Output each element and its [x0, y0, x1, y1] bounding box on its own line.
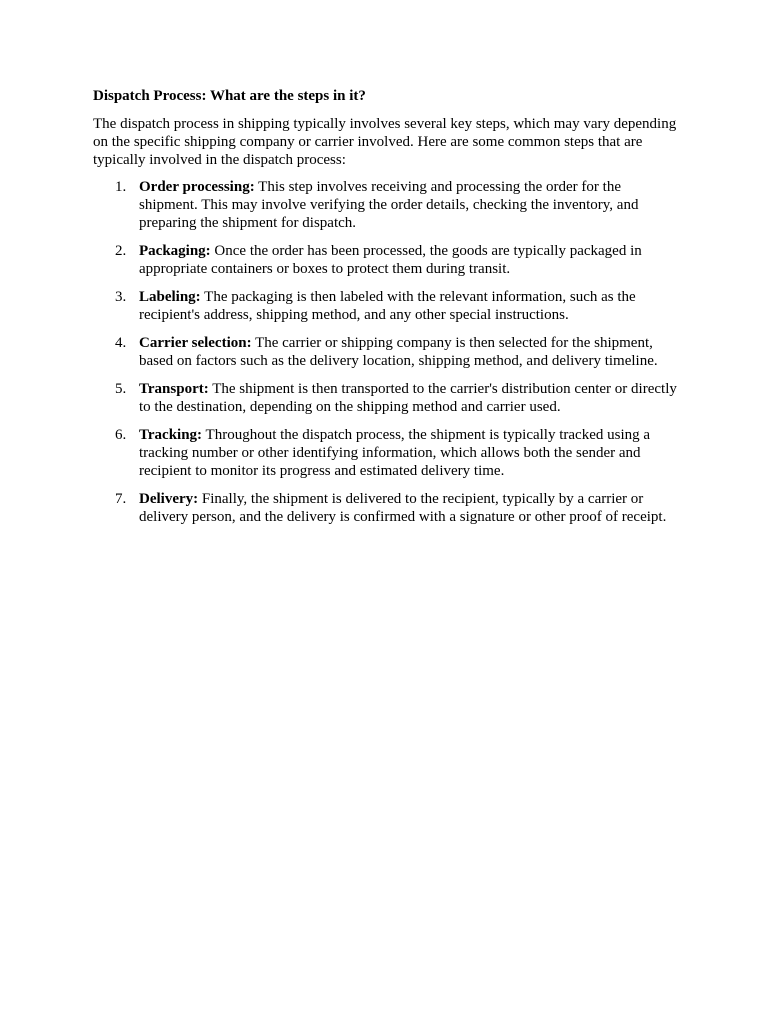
step-text: Throughout the dispatch process, the shipment is typically tracked using a tracking number or other identifying information, which allows both the sender and recipient to monitor its progress and estimated delivery time.	[139, 427, 651, 479]
list-item	[93, 178, 683, 232]
step-term: Packaging:	[139, 243, 211, 259]
step-number: 6.	[115, 427, 127, 443]
list-item	[93, 334, 683, 370]
list-item	[93, 426, 683, 480]
list-item	[93, 490, 683, 526]
document-heading: Dispatch Process: What are the steps in it?	[93, 88, 366, 104]
step-text: This step involves receiving and processing the order for the shipment. This may involve verifying the order details, checking the inventory, and preparing the shipment for dispatch.	[139, 179, 639, 231]
step-term: Carrier selection:	[139, 335, 252, 351]
list-item	[93, 380, 683, 416]
step-number: 1.	[115, 179, 127, 195]
step-number: 5.	[115, 381, 127, 397]
list-item	[93, 288, 683, 324]
step-term: Order processing:	[139, 179, 255, 195]
step-term: Delivery:	[139, 491, 199, 507]
step-text: Finally, the shipment is delivered to the recipient, typically by a carrier or delivery person, and the delivery is confirmed with a signature or other proof of receipt.	[139, 491, 667, 525]
step-text: The carrier or shipping company is then selected for the shipment, based on factors such as the delivery location, shipping method, and delivery timeline.	[139, 335, 658, 369]
intro-paragraph: The dispatch process in shipping typically involves several key steps, which may vary depending on the specific shipping company or carrier involved. Here are some common steps that are typically involved in the dispatch process:	[93, 116, 677, 168]
step-term: Labeling:	[139, 289, 201, 305]
step-term: Tracking:	[139, 427, 203, 443]
step-text: The shipment is then transported to the carrier's distribution center or directly to the destination, depending on the shipping method and carrier used.	[139, 381, 677, 415]
list-item	[93, 242, 683, 278]
step-text: Once the order has been processed, the goods are typically packaged in appropriate containers or boxes to protect them during transit.	[139, 243, 642, 277]
step-text: The packaging is then labeled with the relevant information, such as the recipient's address, shipping method, and any other special instructions.	[139, 289, 636, 323]
step-number: 2.	[115, 243, 127, 259]
steps-list	[93, 178, 683, 526]
step-term: Transport:	[139, 381, 209, 397]
step-number: 4.	[115, 335, 127, 351]
step-number: 7.	[115, 491, 127, 507]
document-page	[93, 87, 683, 536]
step-number: 3.	[115, 289, 127, 305]
